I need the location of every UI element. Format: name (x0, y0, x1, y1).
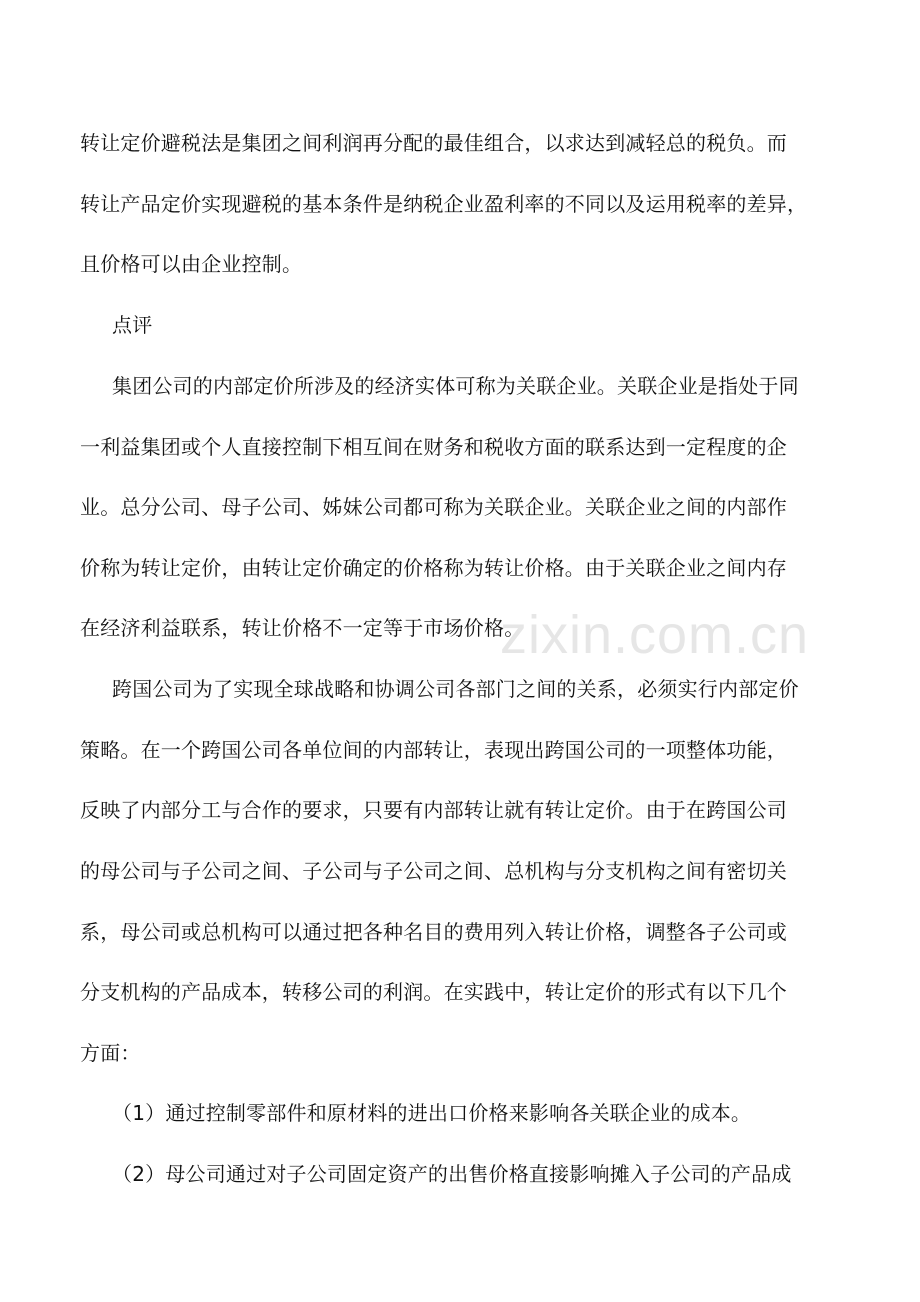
paragraph-line: 转让定价避税法是集团之间利润再分配的最佳组合，以求达到减轻总的税负。而 (80, 131, 787, 155)
list-item: （1）通过控制零部件和原材料的进出口价格来影响各关联企业的成本。 (112, 1101, 752, 1125)
paragraph-line: 方面： (80, 1041, 141, 1065)
paragraph-line: 系，母公司或总机构可以通过把各种名目的费用列入转让价格，调整各子公司或 (80, 920, 787, 944)
paragraph-line: 分支机构的产品成本，转移公司的利润。在实践中，转让定价的形式有以下几个 (80, 980, 787, 1004)
paragraph-line: 在经济利益联系，转让价格不一定等于市场价格。 (80, 616, 525, 640)
paragraph-line: 且价格可以由企业控制。 (80, 252, 303, 276)
list-item: （2）母公司通过对子公司固定资产的出售价格直接影响摊入子公司的产品成 (112, 1162, 792, 1186)
paragraph-line: 业。总分公司、母子公司、姊妹公司都可称为关联企业。关联企业之间的内部作 (80, 495, 787, 519)
section-heading: 点评 (112, 313, 153, 337)
paragraph-line: 集团公司的内部定价所涉及的经济实体可称为关联企业。关联企业是指处于同 (112, 374, 799, 398)
paragraph-line: 一利益集团或个人直接控制下相互间在财务和税收方面的联系达到一定程度的企 (80, 435, 787, 459)
paragraph-line: 反映了内部分工与合作的要求，只要有内部转让就有转让定价。由于在跨国公司 (80, 798, 787, 822)
paragraph-line: 价称为转让定价，由转让定价确定的价格称为转让价格。由于关联企业之间内存 (80, 556, 787, 580)
paragraph-line: 策略。在一个跨国公司各单位间的内部转让，表现出跨国公司的一项整体功能， (80, 738, 787, 762)
paragraph-line: 跨国公司为了实现全球战略和协调公司各部门之间的关系，必须实行内部定价 (112, 677, 799, 701)
watermark: zixin.com.cn (500, 605, 810, 665)
paragraph-line: 转让产品定价实现避税的基本条件是纳税企业盈利率的不同以及运用税率的差异， (80, 192, 808, 216)
paragraph-line: 的母公司与子公司之间、子公司与子公司之间、总机构与分支机构之间有密切关 (80, 859, 787, 883)
